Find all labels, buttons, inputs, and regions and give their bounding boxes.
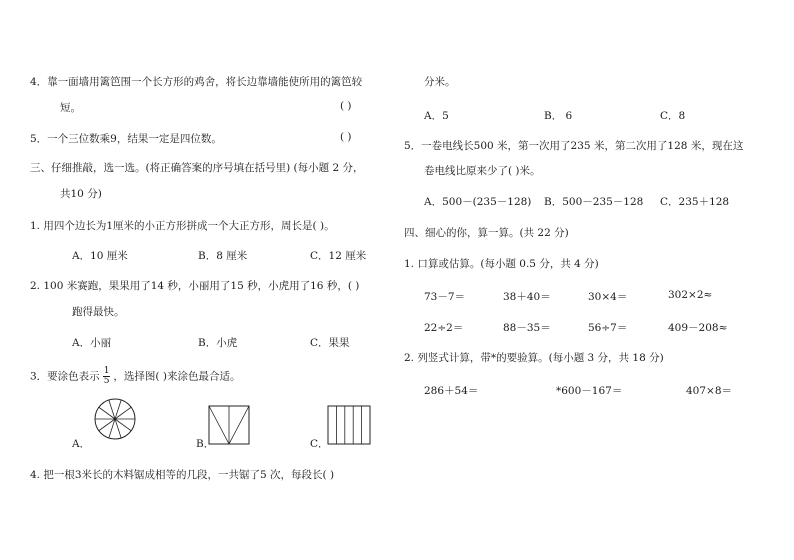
choice4-question: 4. 把一根3米长的木料锯成相等的几段，一共锯了5 次，每段长( ) (30, 469, 335, 481)
choice1-option-c: C．12 厘米 (310, 250, 367, 262)
q5-answer-paren[interactable]: ( ) (340, 131, 352, 143)
choice4-option-a: A．5 (424, 110, 449, 122)
vertical-calc-item: *600－167＝ (556, 385, 623, 397)
circle-spoke (109, 400, 115, 419)
choice4-question-cont: 分米。 (424, 76, 456, 88)
one-fifth-fraction (103, 367, 111, 386)
section4-title: 四、细心的你，算一算。(共 22 分) (404, 227, 569, 239)
choice1-option-a: A．10 厘米 (72, 250, 128, 262)
circle-spoke (109, 419, 115, 438)
choice2-question-line1: 2. 100 米赛跑，果果用了14 秒，小丽用了15 秒，小虎用了16 秒，( ) (30, 280, 360, 292)
vertical-calc-item: 407×8＝ (686, 385, 733, 397)
q4-line2: 短。 (60, 102, 81, 114)
choice2-option-a: A．小丽 (72, 337, 112, 349)
circle-spoke (115, 400, 121, 419)
q4-line1: 4．靠一面墙用篱笆围一个长方形的鸡舍，将长边靠墙能使所用的篱笆较 (30, 76, 363, 88)
vertical-calc-item: 286＋54＝ (424, 385, 479, 397)
calc-item: 73－7＝ (424, 291, 466, 303)
circle-spoke (115, 407, 131, 419)
calc-item: 56÷7＝ (588, 322, 628, 334)
calc-item: 38＋40＝ (503, 291, 551, 303)
choice2-option-b: B．小虎 (198, 337, 238, 349)
choice2-question-line2: 跑得最快。 (72, 306, 125, 318)
choice1-option-b: B．8 厘米 (198, 250, 248, 262)
calc-item: 22÷2＝ (424, 322, 464, 334)
choice4-option-b: B． 6 (544, 110, 573, 122)
choice5-option-c: C．235＋128 (660, 196, 730, 208)
square-triangles-figure (208, 405, 250, 445)
choice5-question-line2: 卷电线比原来少了( )米。 (424, 165, 541, 177)
choice1-question: 1. 用四个边长为1厘米的小正方形拼成一个大正方形，周长是( )。 (30, 220, 335, 232)
choice3-option-a-label: A． (72, 438, 91, 450)
choice3-question-pre: 3．要涂色表示 (30, 370, 100, 383)
section3-title-line2: 共10 分) (60, 188, 102, 200)
choice3-option-c-label: C． (310, 438, 329, 450)
section3-title-line1: 三、仔细推敲，选一选。(将正确答案的序号填在括号里) (每小题 2 分， (30, 162, 364, 174)
q5-line: 5．一个三位数乘9，结果一定是四位数。 (30, 133, 222, 145)
fraction-numerator: 1 (103, 366, 110, 376)
circle-spoke (115, 419, 131, 431)
calc-item: 409－208≈ (668, 322, 728, 334)
choice5-option-a: A．500－(235－128) (424, 196, 532, 208)
calc-item: 88－35＝ (503, 322, 551, 334)
fraction-denominator: 5 (103, 376, 110, 386)
subsection2-title: 2. 列竖式计算，带*的要验算。(每小题 3 分，共 18 分) (404, 352, 664, 364)
choice4-option-c: C．8 (660, 110, 686, 122)
circle-spoke (115, 419, 121, 438)
choice3-question (30, 367, 240, 386)
choice5-option-b: B．500－235－128 (544, 196, 644, 208)
q4-answer-paren[interactable]: ( ) (340, 100, 352, 112)
calc-item: 302×2≈ (668, 289, 713, 301)
circle-spoke (99, 419, 115, 431)
circle-spoke (99, 407, 115, 419)
calc-item: 30×4＝ (588, 291, 628, 303)
choice5-question-line1: 5．一卷电线长500 米，第一次用了235 米，第二次用了128 米，现在这 (404, 140, 744, 152)
circle-ten-parts-figure (93, 397, 137, 441)
choice2-option-c: C．果果 (310, 337, 350, 349)
rectangle-five-strips-figure (327, 405, 371, 445)
choice3-option-b-label: B． (196, 438, 215, 450)
choice3-question-post: ，选择图( )来涂色最合适。 (113, 370, 241, 383)
subsection1-title: 1. 口算或估算。(每小题 0.5 分，共 4 分) (404, 258, 599, 270)
